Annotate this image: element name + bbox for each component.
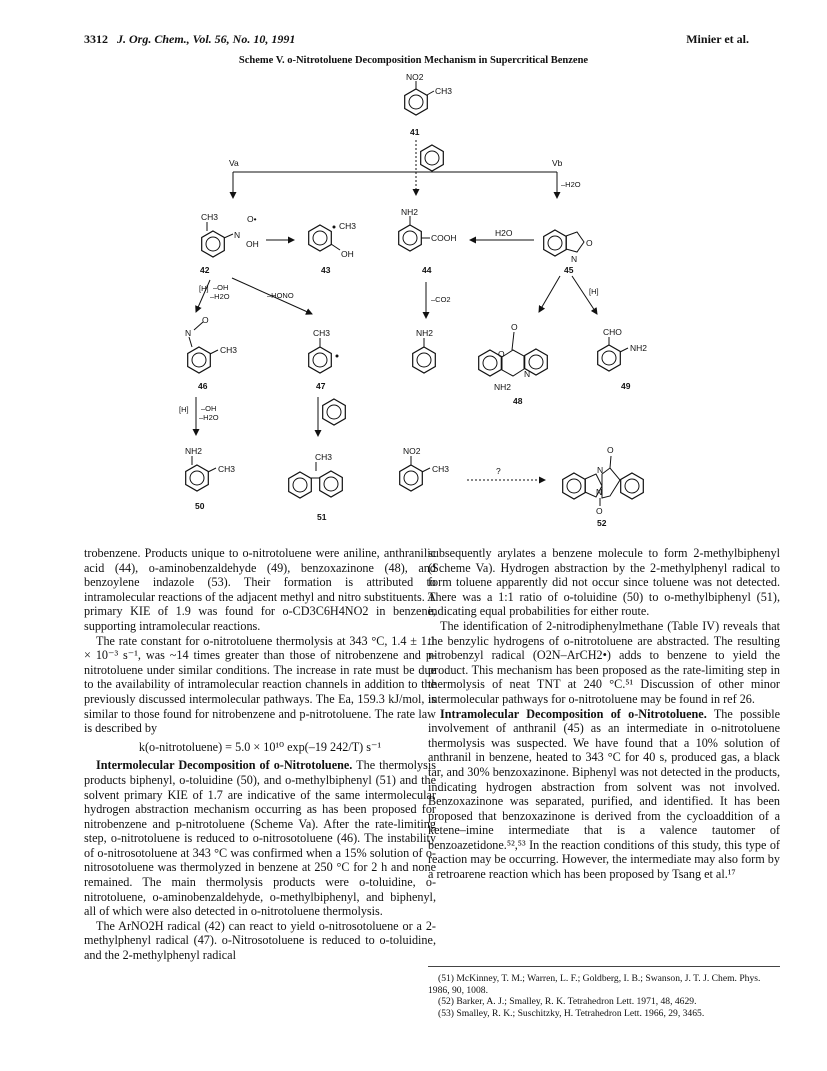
label-nh2-aniline: NH2 — [416, 328, 434, 338]
label-h-45: [H] — [589, 287, 599, 296]
label-o-48: O — [511, 322, 518, 332]
path-vb: Vb — [552, 158, 563, 168]
label-oh-43: OH — [341, 249, 354, 259]
reference: (53) Smalley, R. K.; Suschitzky, H. Tetrahedron Lett. 1966, 29, 3465. — [438, 1007, 705, 1019]
label-nh2-50: NH2 — [185, 446, 203, 456]
section-heading: Intramolecular Decomposition of o-Nitrotoluene. — [440, 706, 707, 721]
compound-number-48: 48 — [513, 396, 523, 406]
label-o1-53: O — [607, 445, 614, 455]
compound-number-50: 50 — [195, 501, 205, 511]
label-n1-53: N — [597, 465, 604, 475]
label-minus-co2: –CO2 — [431, 295, 451, 304]
compound-number-51: 51 — [317, 512, 327, 522]
benzene-ring-51a — [289, 472, 312, 498]
label-ch3-43: CH3 — [339, 221, 357, 231]
section-heading: Intermolecular Decomposition of o-Nitrotoluene. — [96, 758, 353, 773]
label-ch3-41: CH3 — [435, 86, 453, 96]
running-header-left — [84, 32, 295, 47]
benzene-ring-43 — [309, 225, 332, 251]
label-n-45: N — [571, 254, 578, 264]
body-column-left — [84, 546, 436, 963]
compound-number-41: 41 — [410, 127, 420, 137]
label-h2o-arrow: H2O — [495, 228, 513, 238]
benzene-ring-47 — [309, 347, 332, 373]
journal-citation: J. Org. Chem., Vol. 56, No. 10, 1991 — [117, 32, 296, 46]
compound-number-42: 42 — [200, 265, 210, 275]
reaction-scheme — [0, 60, 827, 540]
label-minus-h2o-42: –H2O — [210, 292, 230, 301]
compound-number-44: 44 — [422, 265, 432, 275]
benzene-ring-46 — [188, 347, 211, 373]
label-minus-h2o-vb: –H2O — [561, 180, 581, 189]
paragraph: subsequently arylates a benzene molecule to form 2-methylbiphenyl (Scheme Va). Hydrogen abstraction by the 2-methylphenyl radical to form toluene apparently did not occur since toluene was not detected. There was a 1:1 ratio of o-toluidine (50) to o-methylbiphenyl (51), indicating equal probabilities for either route. — [428, 546, 780, 619]
benzene-ring-51b — [320, 471, 343, 497]
label-minus-h2o-46: –H2O — [199, 413, 219, 422]
benzene-ring-42 — [202, 231, 225, 257]
paragraph: The ArNO2H radical (42) can react to yield o-nitrosotoluene or a 2-methylphenyl radical (47). o-Nitrosotoluene is reduced to o-toluidine, and the 2-methylphenyl radical — [84, 918, 436, 963]
compound-number-45: 45 — [564, 265, 574, 275]
label-oh-42: OH — [246, 239, 259, 249]
label-ch3-42: CH3 — [201, 212, 219, 222]
label-minus-oh-46: –OH — [201, 404, 217, 413]
label-ch3-52: CH3 — [432, 464, 450, 474]
label-ch3-51: CH3 — [315, 452, 333, 462]
reference: (51) McKinney, T. M.; Warren, L. F.; Goldberg, I. B.; Swanson, J. T. J. Chem. Phys. 1986, 90, 1008. — [428, 973, 761, 996]
compound-number-47: 47 — [316, 381, 326, 391]
label-nh2-48: NH2 — [494, 382, 512, 392]
label-nh2-44: NH2 — [401, 207, 419, 217]
label-question: ? — [496, 466, 501, 476]
scheme-title: Scheme V. o-Nitrotoluene Decomposition Mechanism in Supercritical Benzene — [238, 55, 589, 66]
running-header-authors: Minier et al. — [686, 32, 749, 46]
rate-law-equation: k(o-nitrotoluene) = 5.0 × 10¹⁰ exp(–19 242/T) s⁻¹ — [138, 739, 382, 754]
label-minus-hono: –HONO — [267, 291, 294, 300]
benzene-ring-aniline — [413, 347, 436, 373]
label-o2-53: O — [596, 506, 603, 516]
benzene-ring-49 — [598, 345, 621, 371]
reference: (52) Barker, A. J.; Smalley, R. K. Tetrahedron Lett. 1971, 48, 4629. — [438, 996, 697, 1007]
label-minus-oh-42: –OH — [213, 283, 229, 292]
label-no2-52: NO2 — [403, 446, 421, 456]
label-no2-41: NO2 — [406, 72, 424, 82]
benzene-ring-44 — [399, 225, 422, 251]
path-va: Va — [229, 158, 239, 168]
paragraph: The thermolysis products biphenyl, o-toluidine (50), and o-methylbiphenyl (51) and the solvent primary KIE of 1.7 are indicative of the same intermolecular hydrogen abstraction mechanism occurring as has been proposed for nitrobenzene and p-nitrotoluene (Scheme Va). After the rate-limiting step, o-nitrotoluene is reduced to o-nitrosotoluene (46). The instability of o-nitrosotoluene at 343 °C was confirmed when a 15% solution of o-nitrosotoluene was thermolyzed in benzene at 250 °C for 2 h and none remained. The main thermolysis products were o-toluidine, o-nitrotoluene, o-aminobenzaldehyde, o-methylbiphenyl, and biphenyl, all of which were also detected in o-nitrotoluene thermolysis. — [84, 758, 436, 919]
footnote-references — [428, 966, 780, 1019]
compound-number-49: 49 — [621, 381, 631, 391]
benzene-reagent-47 — [323, 399, 346, 425]
label-n-48: N — [524, 369, 531, 379]
paragraph: The possible involvement of anthranil (45) as an intermediate in o-nitrotoluene thermolysis was suspected. We have found that a 10% solution of anthranil in benzene, heated to 343 °C for 40 s, produced gas, a black tar, and 30% benzoxazinone. Biphenyl was not detected in the products, indicating hydrogen abstraction from solvent was not involved. Benzoxazinone was separated, purified, and identified. It has been proposed that benzoxazinone is derived from the cycloaddition of a ketene–imine intermediate that is a valence tautomer of benzoazetidone.⁵²,⁵³ In the reaction conditions of this study, this type of reaction may be occurring. However, the intermediate may also form by a retroarene reaction which has been proposed by Tsang et al.¹⁷ — [428, 706, 780, 882]
label-ring-o-48: O — [498, 349, 505, 359]
benzene-ring-50 — [186, 465, 209, 491]
label-n-46: N — [185, 328, 192, 338]
body-column-right — [428, 546, 780, 882]
benzene-ring-45 — [544, 230, 567, 256]
benzene-ring-53b — [621, 473, 644, 499]
compound-number-52: 52 — [597, 518, 607, 528]
label-ch3-46: CH3 — [220, 345, 238, 355]
benzene-ring-52 — [400, 465, 423, 491]
compound-number-43: 43 — [321, 265, 331, 275]
label-nh2-49: NH2 — [630, 343, 648, 353]
label-ch3-50: CH3 — [218, 464, 236, 474]
label-o-radical-42: O• — [247, 214, 257, 224]
paragraph: The rate constant for o-nitrotoluene thermolysis at 343 °C, 1.4 ± 1.1 × 10⁻³ s⁻¹, was ~14 times greater than those of nitrobenzene and p-nitrotoluene under similar conditions. The increase in rate must be due to the availability of intramolecular reaction channels in addition to the previously discussed intermolecular pathways. The Ea, 159.3 kJ/mol, is similar to those found for nitrobenzene and p-nitrotoluene. The rate law is described by — [84, 633, 436, 736]
label-o-45: O — [586, 238, 593, 248]
label-cho-49: CHO — [603, 327, 622, 337]
benzene-ring-41 — [405, 89, 428, 115]
label-h-42: [H] — [199, 284, 209, 293]
label-cooh-44: COOH — [431, 233, 457, 243]
compound-number-46: 46 — [198, 381, 208, 391]
page-number: 3312 — [84, 32, 108, 46]
label-n-42: N — [234, 230, 241, 240]
paragraph: trobenzene. Products unique to o-nitrotoluene were aniline, anthranilic acid (44), o-aminobenzaldehyde (49), benzoxazinone (48), and benzoylene indazole (53). Their formation is attributed to intramolecular reactions of the adjacent methyl and nitro substituents. A primary KIE of 1.9 was found for o-CD3C6H4NO2 in benzene, supporting intramolecular reactions. — [84, 546, 436, 633]
paragraph: The identification of 2-nitrodiphenylmethane (Table IV) reveals that the benzylic hydrogens of o-nitrotoluene are abstracted. The resulting nitrobenzyl radical (O2N–ArCH2•) adds to benzene to yield the product. This mechanism has been proposed as the rate-limiting step in thermolysis of neat TNT at 240 °C.⁵¹ Discussion of other minor intermolecular pathways for o-nitrotoluene may be found in ref 26. — [428, 618, 780, 706]
label-o-46: O — [202, 315, 209, 325]
benzene-ring-53a — [563, 473, 586, 499]
benzene-solvent — [421, 145, 444, 171]
label-h-46: [H] — [179, 405, 189, 414]
label-n2-53: N — [596, 487, 603, 497]
label-ch3-47: CH3 — [313, 328, 331, 338]
